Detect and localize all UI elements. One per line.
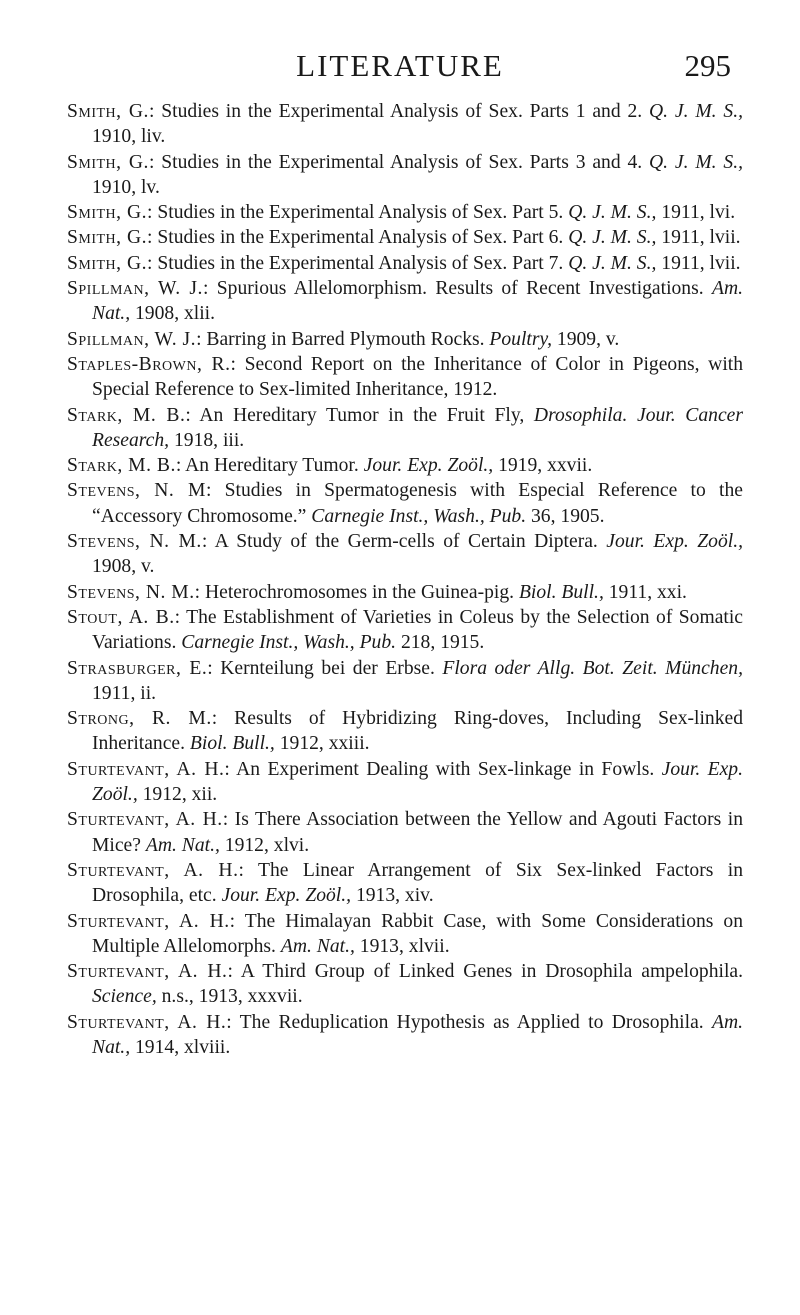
bibliography-entry <box>67 251 743 276</box>
entry-author: Staples-Brown, R. <box>67 353 231 375</box>
bibliography-entry <box>67 909 743 960</box>
entry-journal: Q. J. M. S., <box>568 227 657 249</box>
entry-volume: 1911, lvi. <box>656 202 736 224</box>
entry-author: Stout, A. B. <box>67 606 175 628</box>
entry-journal: Am. Nat., <box>280 935 355 957</box>
entry-journal: Am. Nat., <box>145 834 220 856</box>
entry-volume: 1911, lvii. <box>656 252 741 274</box>
bibliography-entry <box>67 150 743 201</box>
entry-title: : Heterochromosomes in the Guinea-pig. <box>194 581 519 603</box>
entry-title: : Kernteilung bei der Erbse. <box>207 657 443 679</box>
entry-journal: Am. Nat., <box>92 278 744 325</box>
bibliography-entry <box>67 605 743 656</box>
bibliography-entry <box>67 276 743 327</box>
entry-journal: Jour. Exp. Zoöl., <box>221 885 352 907</box>
entry-author: Sturtevant, A. H. <box>67 910 230 932</box>
entry-title: : Second Report on the Inheritance of Color in Pigeons, with Special Reference to Sex-limited Inheritance, 1912. <box>92 353 744 401</box>
entry-author: Smith, G. <box>67 151 149 173</box>
entry-volume: 1909, v. <box>552 328 620 350</box>
entry-journal: Science, <box>92 986 157 1008</box>
entry-volume: 1913, xiv. <box>351 885 434 907</box>
entry-journal: Q. J. M. S., <box>568 252 657 274</box>
bibliography-entry <box>67 706 743 757</box>
entry-journal: Jour. Exp. Zoöl., <box>363 455 494 477</box>
entry-title: : Barring in Barred Plymouth Rocks. <box>196 328 490 350</box>
entry-volume: 1912, xii. <box>137 784 218 806</box>
bibliography-entry <box>67 858 743 909</box>
entry-volume: 1912, xlvi. <box>219 834 310 856</box>
bibliography-entry <box>67 656 743 707</box>
entry-author: Stark, M. B. <box>67 455 176 477</box>
entry-title: : An Experiment Dealing with Sex-linkage in Fowls. <box>224 758 662 780</box>
bibliography-entry <box>67 99 743 150</box>
entry-author: Smith, G. <box>67 101 149 122</box>
entry-author: Sturtevant, A. H. <box>67 1011 227 1033</box>
entry-title: : The Establishment of Varieties in Coleus by the Selection of Somatic Variations. <box>92 606 743 654</box>
bibliography-entry <box>67 478 743 529</box>
entry-author: Smith, G. <box>67 252 148 274</box>
entry-title: : An Hereditary Tumor. <box>175 455 364 477</box>
entry-title: : The Linear Arrangement of Six Sex-linked Factors in Drosophila, etc. <box>92 859 744 907</box>
page-header <box>0 48 800 88</box>
entry-journal: Q. J. M. S., <box>568 202 657 224</box>
entry-journal: Jour. Exp. Zoöl., <box>606 531 744 553</box>
entry-author: Stevens, N. M. <box>67 581 195 603</box>
entry-journal: Carnegie Inst., Wash., Pub. <box>311 505 527 527</box>
entry-journal: Poultry, <box>489 328 553 350</box>
bibliography-entry <box>67 200 743 225</box>
entry-author: Strasburger, E. <box>67 657 208 679</box>
entry-volume: 1910, lv. <box>92 176 160 198</box>
entry-volume: 1918, iii. <box>169 429 245 451</box>
entry-volume: 36, 1905. <box>526 505 605 527</box>
entry-journal: Q. J. M. S., <box>649 151 744 173</box>
entry-volume: 1913, xlvii. <box>354 935 450 957</box>
entry-title: : Studies in the Experimental Analysis of Sex. Part 5. <box>147 202 569 224</box>
entry-author: Smith, G. <box>67 227 148 249</box>
entry-journal: Q. J. M. S., <box>649 101 744 122</box>
entry-title: : A Study of the Germ-cells of Certain Diptera. <box>201 531 607 553</box>
running-title: LITERATURE <box>296 48 504 83</box>
entry-author: Stark, M. B. <box>67 404 186 426</box>
entry-title: : Spurious Allelomorphism. Results of Recent Investigations. <box>202 278 712 300</box>
entry-title: : Is There Association between the Yellow and Agouti Factors in Mice? <box>92 809 744 856</box>
entry-journal: Flora oder Allg. Bot. Zeit. München, <box>442 657 743 679</box>
entry-title: : Studies in the Experimental Analysis of Sex. Parts 3 and 4. <box>148 151 650 173</box>
entry-author: Sturtevant, A. H. <box>67 758 225 780</box>
page-number: 295 <box>684 48 731 83</box>
bibliography-entry <box>67 580 743 605</box>
entry-author: Sturtevant, A. H. <box>67 961 228 983</box>
entry-journal: Am. Nat., <box>92 1011 744 1058</box>
entry-author: Sturtevant, A. H. <box>67 809 223 831</box>
bibliography-entry <box>67 352 743 403</box>
bibliography-entry <box>67 529 743 580</box>
entry-volume: 1912, xxiii. <box>274 733 370 755</box>
entry-volume: n.s., 1913, xxxvii. <box>156 986 303 1008</box>
entry-title: : Results of Hybridizing Ring-doves, Including Sex-linked Inheritance. <box>92 708 743 755</box>
entry-journal: Biol. Bull., <box>518 581 604 603</box>
entry-title: : The Reduplication Hypothesis as Applied to Drosophila. <box>226 1011 712 1033</box>
entry-volume: 1908, xlii. <box>130 303 216 325</box>
entry-author: Sturtevant, A. H. <box>67 859 239 881</box>
entry-title: : Studies in the Experimental Analysis of Sex. Parts 1 and 2. <box>148 101 650 122</box>
entry-author: Spillman, W. J. <box>67 328 197 350</box>
bibliography-entry <box>67 403 743 454</box>
entry-volume: 1919, xxvii. <box>493 455 593 477</box>
entry-author: Stevens, N. M. <box>67 531 202 553</box>
bibliography-entry <box>67 327 743 352</box>
bibliography-entry <box>67 959 743 1010</box>
entry-volume: 218, 1915. <box>396 632 485 654</box>
entry-author: Smith, G. <box>67 202 148 224</box>
entry-volume: 1910, liv. <box>92 126 166 148</box>
bibliography-entry <box>67 225 743 250</box>
entry-journal: Carnegie Inst., Wash., Pub. <box>181 632 397 654</box>
entry-volume: 1911, lvii. <box>656 227 741 249</box>
entry-journal: Biol. Bull., <box>189 733 275 755</box>
entry-author: Stevens, N. M <box>67 480 206 502</box>
entry-journal: Jour. Exp. Zoöl., <box>92 758 744 806</box>
bibliography-entry <box>67 1010 743 1061</box>
entry-title: : Studies in the Experimental Analysis of Sex. Part 6. <box>147 227 569 249</box>
bibliography-entry <box>67 453 743 478</box>
entry-volume: 1914, xlviii. <box>130 1036 231 1058</box>
entry-volume: 1911, ii. <box>92 682 157 704</box>
entry-volume: 1911, xxi. <box>603 581 687 603</box>
entry-title: : An Hereditary Tumor in the Fruit Fly, <box>185 404 534 426</box>
bibliography-list <box>67 99 743 1060</box>
entry-title: : A Third Group of Linked Genes in Drosophila ampelophila. <box>227 961 743 983</box>
entry-volume: 1908, v. <box>92 556 155 578</box>
entry-author: Spillman, W. J. <box>67 278 203 300</box>
bibliography-entry <box>67 757 743 808</box>
entry-title: : Studies in Spermatogenesis with Especial Reference to the “Accessory Chromosome.” <box>92 480 743 527</box>
entry-author: Strong, R. M. <box>67 708 212 730</box>
entry-journal: Drosophila. Jour. Cancer Research, <box>92 404 743 451</box>
entry-title: : The Himalayan Rabbit Case, with Some Considerations on Multiple Allelomorphs. <box>92 910 744 957</box>
entry-title: : Studies in the Experimental Analysis of Sex. Part 7. <box>147 252 569 274</box>
bibliography-entry <box>67 807 743 858</box>
